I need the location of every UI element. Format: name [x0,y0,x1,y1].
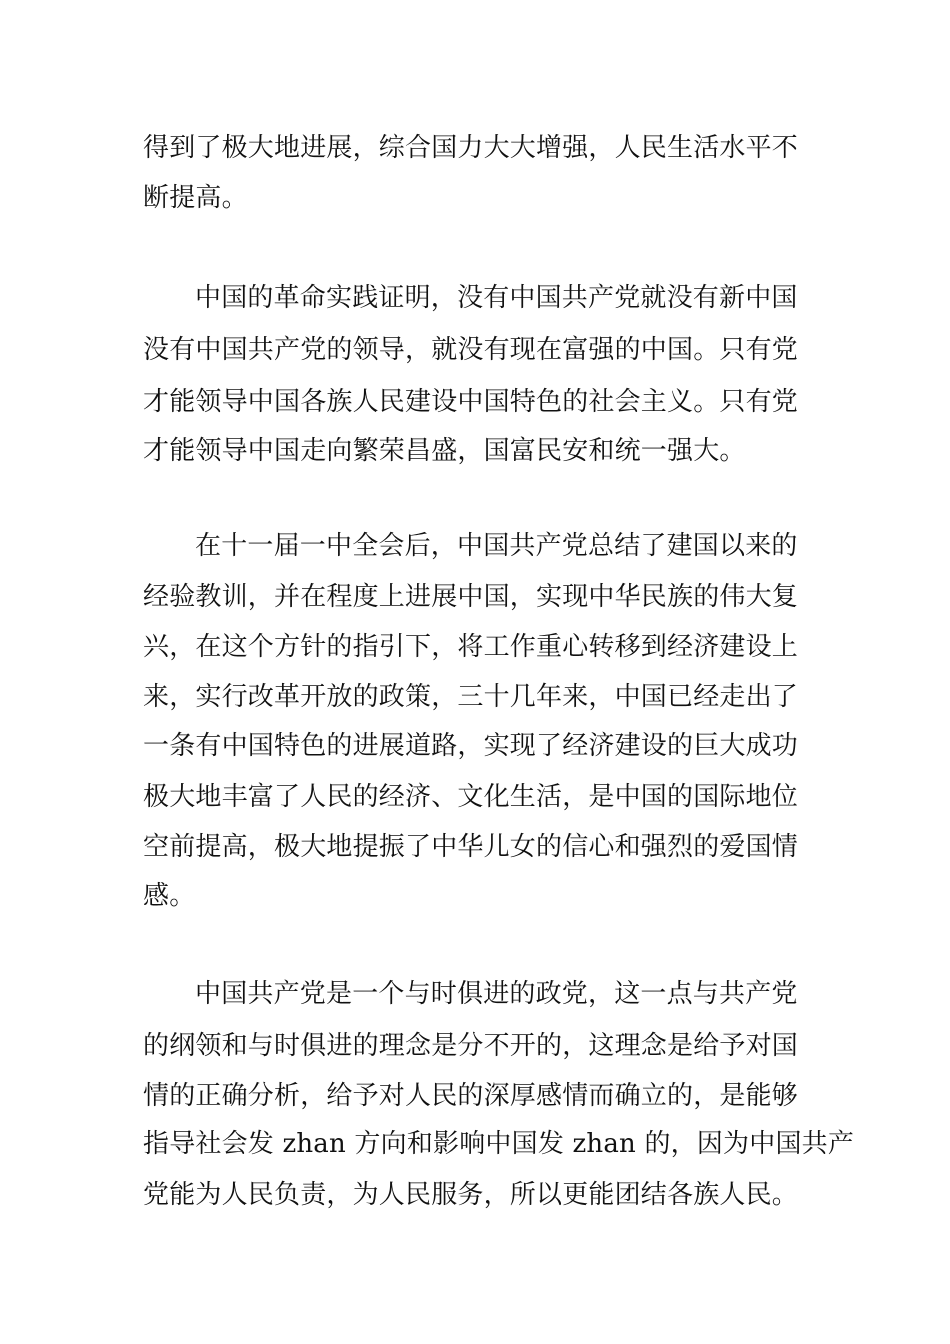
paragraph-line: 来，实行改革开放的政策，三十几年来，中国已经走出了 [143,682,799,712]
paragraph-line: 在十一届一中全会后，中国共产党总结了建国以来的 [195,531,798,561]
paragraph-line: 一条有中国特色的进展道路，实现了经济建设的巨大成功 [143,731,799,761]
paragraph-line: 指导社会发 zhan 方向和影响中国发 zhan 的，因为中国共产 [143,1129,855,1159]
paragraph-line: 的纲领和与时俱进的理念是分不开的，这理念是给予对国 [143,1031,799,1061]
paragraph-line: 断提高。 [143,183,248,213]
paragraph-line: 才能领导中国走向繁荣昌盛，国富民安和统一强大。 [143,436,746,466]
paragraph-line: 兴，在这个方针的指引下，将工作重心转移到经济建设上 [143,632,799,662]
paragraph-line: 极大地丰富了人民的经济、文化生活，是中国的国际地位 [143,782,799,812]
paragraph-line: 得到了极大地进展，综合国力大大增强，人民生活水平不 [143,133,799,163]
paragraph-line: 空前提高，极大地提振了中华儿女的信心和强烈的爱国情 [143,832,799,862]
paragraph-line: 才能领导中国各族人民建设中国特色的社会主义。只有党 [143,387,799,417]
paragraph-line: 党能为人民负责，为人民服务，所以更能团结各族人民。 [143,1180,799,1210]
paragraph-line: 中国共产党是一个与时俱进的政党，这一点与共产党 [195,979,798,1009]
paragraph-line: 经验教训，并在程度上进展中国，实现中华民族的伟大复 [143,582,799,612]
paragraph-line: 没有中国共产党的领导，就没有现在富强的中国。只有党 [143,335,799,365]
paragraph-line: 情的正确分析，给予对人民的深厚感情而确立的，是能够 [143,1081,799,1111]
paragraph-line: 感。 [143,881,196,911]
paragraph-line: 中国的革命实践证明，没有中国共产党就没有新中国 [195,283,798,313]
